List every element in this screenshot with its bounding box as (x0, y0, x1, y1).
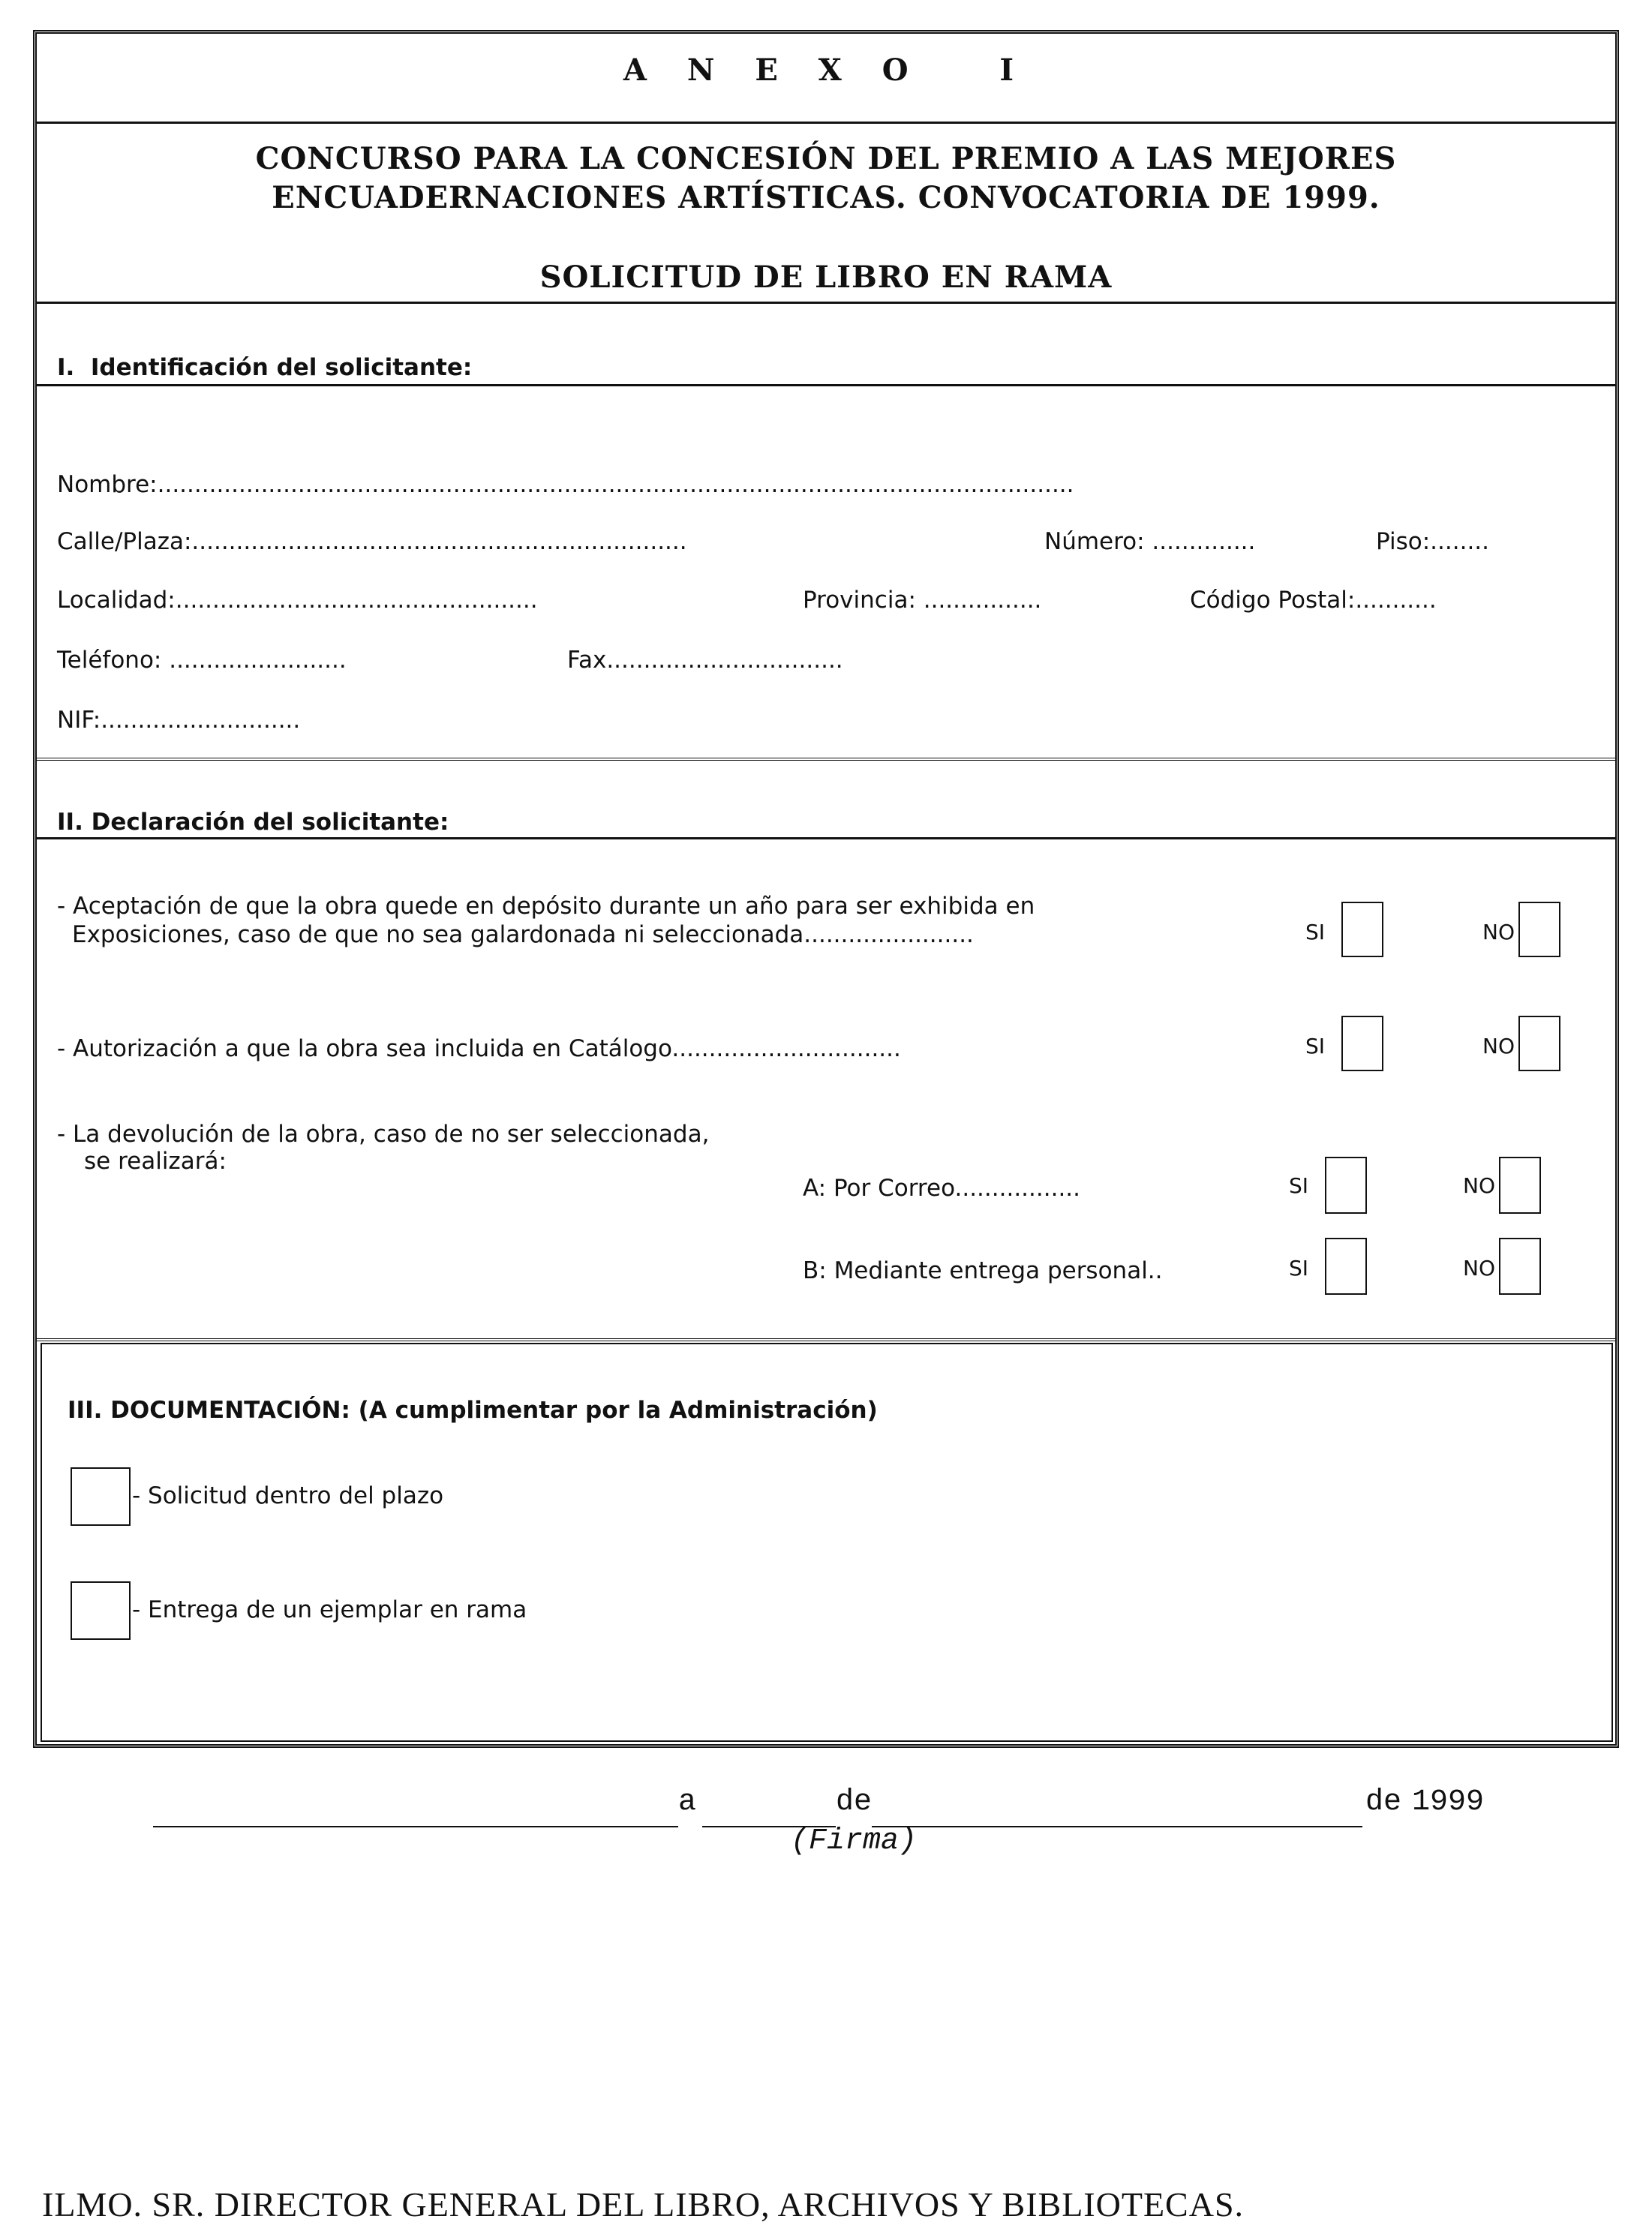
divider-section2-heading (36, 837, 1616, 839)
signature-a: a (678, 1785, 697, 1819)
option-b-si-label: SI (1289, 1256, 1309, 1281)
item1-no-label: NO (1482, 920, 1515, 944)
request-title: SOLICITUD DE LIBRO EN RAMA (539, 260, 1113, 295)
nif-field[interactable]: NIF:........................... (57, 707, 301, 734)
item2-no-checkbox[interactable] (1518, 1016, 1560, 1071)
signature-firma: (Firma) (791, 1824, 918, 1858)
divider-section3 (36, 1338, 1616, 1341)
declaration-item3-line2: se realizará: (84, 1148, 227, 1175)
item2-si-checkbox[interactable] (1341, 1016, 1383, 1071)
section1-heading: I. Identificación del solicitante: (57, 354, 473, 381)
divider-annex (36, 122, 1616, 124)
item1-si-label: SI (1305, 920, 1326, 944)
month-line (872, 1826, 1362, 1827)
item1-no-checkbox[interactable] (1518, 902, 1560, 957)
nombre-field[interactable]: Nombre:............................................................................................................................ (57, 471, 1074, 498)
option-b-label: B: Mediante entrega personal.. (803, 1257, 1163, 1284)
place-line (153, 1826, 678, 1827)
declaration-item2: - Autorización a que la obra sea incluida en Catálogo............................... (57, 1035, 901, 1062)
item2-si-label: SI (1305, 1034, 1326, 1058)
contest-title-line1: CONCURSO PARA LA CONCESIÓN DEL PREMIO A LAS MEJORES (255, 141, 1397, 176)
item1-si-checkbox[interactable] (1341, 902, 1383, 957)
numero-field[interactable]: Número: .............. (1044, 528, 1256, 555)
item2-no-label: NO (1482, 1034, 1515, 1058)
option-a-si-checkbox[interactable] (1325, 1157, 1367, 1214)
provincia-field[interactable]: Provincia: ................ (803, 587, 1042, 614)
telefono-field[interactable]: Teléfono: ........................ (57, 647, 347, 674)
signature-year: 1999 (1412, 1785, 1485, 1819)
option-a-si-label: SI (1289, 1173, 1309, 1198)
divider-title (36, 302, 1616, 304)
divider-section1-heading (36, 384, 1616, 386)
signature-de2: de (1365, 1785, 1402, 1819)
option-a-no-checkbox[interactable] (1499, 1157, 1541, 1214)
signature-de1: de (836, 1785, 873, 1819)
contest-title-line2: ENCUADERNACIONES ARTÍSTICAS. CONVOCATORIA DE 1999. (272, 180, 1380, 215)
calle-field[interactable]: Calle/Plaza:................................................................... (57, 528, 687, 555)
option-b-no-label: NO (1463, 1256, 1495, 1281)
addressee: ILMO. SR. DIRECTOR GENERAL DEL LIBRO, ARCHIVOS Y BIBLIOTECAS. (42, 2185, 1245, 2223)
divider-section2 (36, 758, 1616, 761)
option-b-no-checkbox[interactable] (1499, 1238, 1541, 1295)
piso-field[interactable]: Piso:........ (1376, 528, 1490, 555)
declaration-item1-line1: - Aceptación de que la obra quede en depósito durante un año para ser exhibida en (57, 893, 1035, 920)
declaration-item1-line2: Exposiciones, caso de que no sea galardonada ni seleccionada....................... (72, 921, 974, 948)
doc-item1-checkbox[interactable] (71, 1467, 131, 1526)
doc-item2-label: - Entrega de un ejemplar en rama (132, 1596, 527, 1623)
declaration-item3-line1: - La devolución de la obra, caso de no ser seleccionada, (57, 1121, 710, 1148)
fax-field[interactable]: Fax................................ (567, 647, 843, 674)
doc-item2-checkbox[interactable] (71, 1581, 131, 1640)
option-b-si-checkbox[interactable] (1325, 1238, 1367, 1295)
section2-heading: II. Declaración del solicitante: (57, 809, 449, 836)
annex-title: A N E X O I (623, 53, 1029, 88)
section3-heading: III. DOCUMENTACIÓN: (A cumplimentar por la Administración) (68, 1397, 878, 1424)
localidad-field[interactable]: Localidad:................................................. (57, 587, 538, 614)
option-a-no-label: NO (1463, 1173, 1495, 1198)
option-a-label: A: Por Correo................. (803, 1175, 1081, 1202)
codigo-postal-field[interactable]: Código Postal:........... (1190, 587, 1437, 614)
doc-item1-label: - Solicitud dentro del plazo (132, 1482, 444, 1509)
